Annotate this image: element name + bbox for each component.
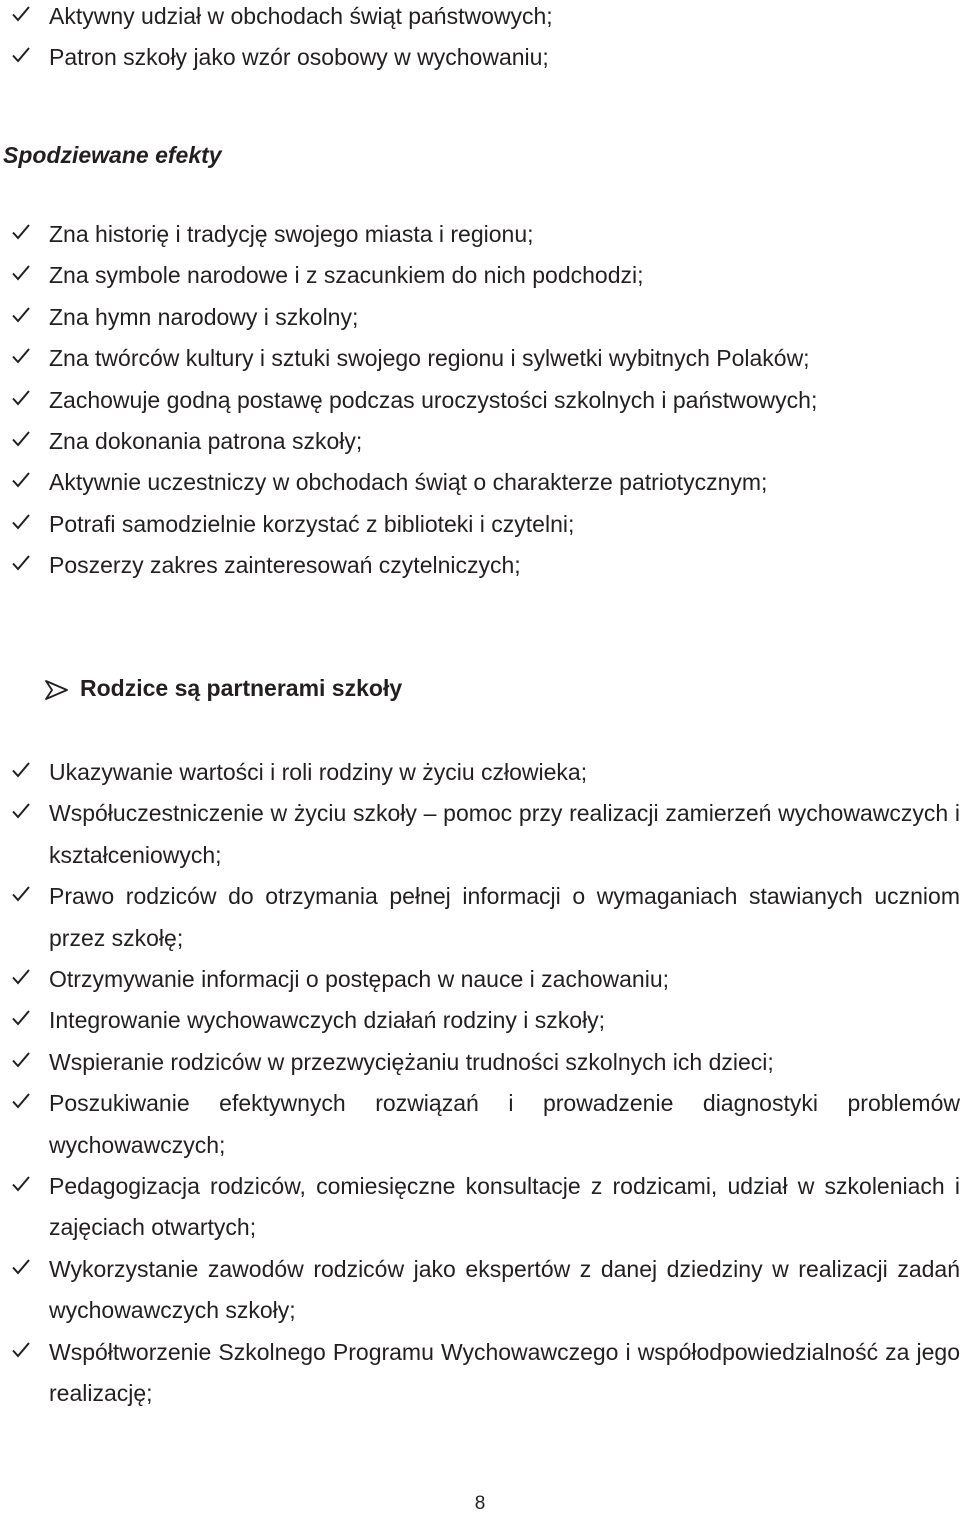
checkmark-icon: [11, 793, 33, 876]
checkmark-icon: [11, 1249, 33, 1332]
list-item: Poszerzy zakres zainteresowań czytelniczych;: [0, 545, 960, 586]
list-item: Integrowanie wychowawczych działań rodziny i szkoły;: [0, 1000, 960, 1041]
list-item: Zna hymn narodowy i szkolny;: [0, 297, 960, 338]
list-item: Zna twórców kultury i sztuki swojego regionu i sylwetki wybitnych Polaków;: [0, 338, 960, 379]
expected-effects-list: [0, 214, 960, 587]
arrow-right-icon: [44, 676, 70, 700]
checkmark-icon: [11, 214, 33, 255]
checkmark-icon: [11, 504, 33, 545]
list-item: Aktywny udział w obchodach świąt państwowych;: [0, 0, 960, 37]
list-item: Patron szkoły jako wzór osobowy w wychowaniu;: [0, 37, 960, 78]
checkmark-icon: [11, 752, 33, 793]
checkmark-icon: [11, 37, 33, 78]
list-item: Otrzymywanie informacji o postępach w nauce i zachowaniu;: [0, 959, 960, 1000]
checkmark-icon: [11, 1042, 33, 1083]
checkmark-icon: [11, 1166, 33, 1249]
checkmark-icon: [11, 1332, 33, 1415]
list-item: Zachowuje godną postawę podczas uroczystości szkolnych i państwowych;: [0, 380, 960, 421]
list-item: Współtworzenie Szkolnego Programu Wychowawczego i współodpowiedzialność za jego realizację;: [0, 1332, 960, 1415]
checkmark-icon: [11, 876, 33, 959]
list-item: Pedagogizacja rodziców, comiesięczne konsultacje z rodzicami, udział w szkoleniach i zajęciach otwartych;: [0, 1166, 960, 1249]
checkmark-icon: [11, 1000, 33, 1041]
parents-partnership-list: [0, 752, 960, 1415]
checkmark-icon: [11, 255, 33, 296]
checkmark-icon: [11, 297, 33, 338]
list-item: Potrafi samodzielnie korzystać z biblioteki i czytelni;: [0, 504, 960, 545]
expected-effects-heading: Spodziewane efekty: [3, 142, 222, 168]
checkmark-icon: [11, 462, 33, 503]
section-heading-text: Rodzice są partnerami szkoły: [80, 675, 403, 701]
checkmark-icon: [11, 380, 33, 421]
list-item: Zna dokonania patrona szkoły;: [0, 421, 960, 462]
checkmark-icon: [11, 545, 33, 586]
list-item: Wspieranie rodziców w przezwyciężaniu trudności szkolnych ich dzieci;: [0, 1042, 960, 1083]
list-item: Prawo rodziców do otrzymania pełnej informacji o wymaganiach stawianych uczniom przez szkołę;: [0, 876, 960, 959]
checkmark-icon: [11, 421, 33, 462]
list-item: Zna symbole narodowe i z szacunkiem do nich podchodzi;: [0, 255, 960, 296]
page-number: 8: [474, 1493, 486, 1514]
list-item: Wykorzystanie zawodów rodziców jako ekspertów z danej dziedziny w realizacji zadań wychowawczych szkoły;: [0, 1249, 960, 1332]
checkmark-icon: [11, 0, 33, 37]
patriotic-activities-list: [0, 0, 960, 78]
list-item: Zna historię i tradycję swojego miasta i regionu;: [0, 214, 960, 255]
list-item: Poszukiwanie efektywnych rozwiązań i prowadzenie diagnostyki problemów wychowawczych;: [0, 1083, 960, 1166]
list-item: Aktywnie uczestniczy w obchodach świąt o charakterze patriotycznym;: [0, 462, 960, 503]
checkmark-icon: [11, 959, 33, 1000]
list-item: Współuczestniczenie w życiu szkoły – pomoc przy realizacji zamierzeń wychowawczych i kształceniowych;: [0, 793, 960, 876]
checkmark-icon: [11, 338, 33, 379]
list-item: Ukazywanie wartości i roli rodziny w życiu człowieka;: [0, 752, 960, 793]
parents-section-heading: [44, 670, 402, 706]
checkmark-icon: [11, 1083, 33, 1166]
